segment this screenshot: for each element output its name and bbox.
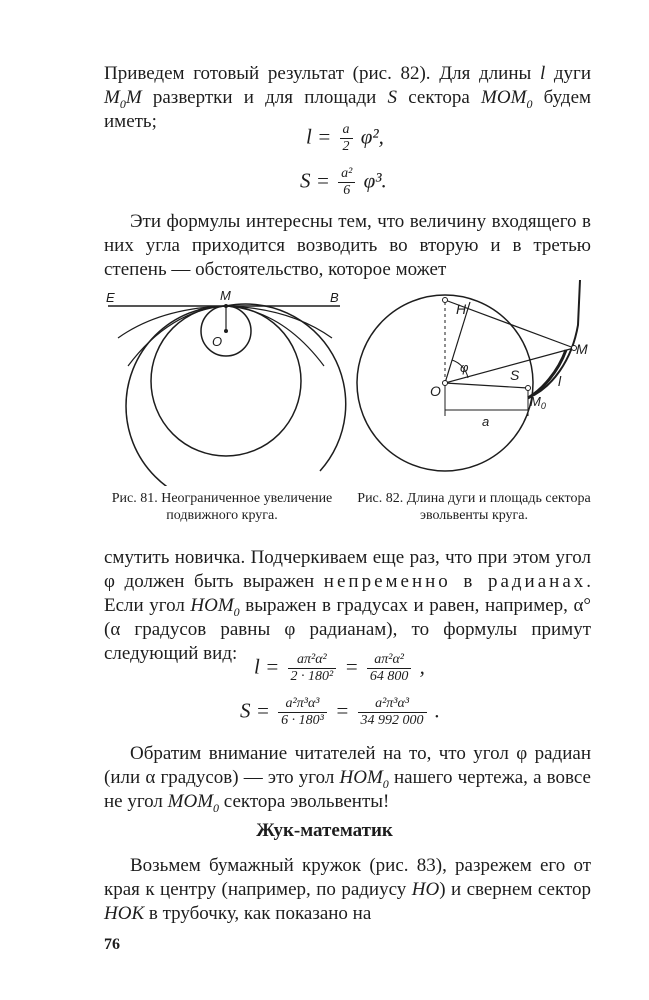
point-O [224, 329, 228, 333]
label-O: O [212, 334, 223, 349]
figure-82 [352, 280, 592, 480]
label-M: M [220, 288, 231, 303]
label-E: E [106, 290, 115, 305]
caption-fig82: Рис. 82. Длина дуги и площадь сектора эвольвенты круга. [357, 491, 591, 523]
label-a: a [482, 414, 490, 429]
formula-arc-length: l = $\frac{a}{2}$ φ², [306, 122, 384, 154]
large-arc-left [126, 306, 226, 486]
formula-arc-length-degrees: l = $\frac{\text{aπ²α²}}{\text{2 · 180²}}$ = $\frac{\text{aπ²α²}}{64 800}$ , [254, 652, 425, 684]
point-O [443, 381, 448, 386]
label-O: O [430, 383, 441, 399]
page-number: 76 [104, 936, 120, 953]
paragraph-formulas-interest: Эти формулы интересны тем, что величину входящего в них угла приходится возводить во вторую и в третью степень — обстоятельство, которое может [104, 211, 591, 280]
formula-sector-area-degrees: S = $\frac{\text{a²π³α³}}{\text{6 · 180³}}$ = $\frac{\text{a²π³α³}}{34 992 000}$ . [240, 696, 441, 728]
label-H: H [456, 301, 467, 317]
label-B: B [330, 290, 339, 305]
arc-right-2 [226, 306, 324, 366]
formula-sector-area: S = $\frac{\text{a²}}{6}$ φ³. [300, 166, 387, 198]
point-M0 [526, 386, 531, 391]
paragraph-angle-note: Обратим внимание читателей на то, что угол φ радиан (или α градусов) — это угол $HOM_0$ нашего чертежа, а вовсе не угол $MOM_0$ сектора эвольвенты! [104, 743, 591, 815]
section-heading: Жук-математик [256, 820, 393, 841]
paragraph-paper-circle: Возьмем бумажный кружок (рис. 83), разрежем его от края к центру (например, по радиусу HO) и свернем сектор HOK в трубочку, как показано на [104, 855, 592, 924]
figure-81 [100, 286, 350, 486]
large-arc-right [226, 304, 346, 471]
involute-curve [528, 280, 580, 398]
label-M: M [576, 341, 588, 357]
caption-fig81: Рис. 81. Неограниченное увеличение подвижного круга. [111, 491, 333, 523]
label-phi: φ [460, 360, 469, 375]
point-M [224, 304, 228, 308]
radius-OM0 [445, 383, 528, 388]
label-l: l [558, 373, 562, 389]
paragraph-intro: Приведем готовый результат (рис. 82). Для длины l дуги $M_0M$ развертки и для площади S сектора $MOM_0$ будем иметь; [104, 63, 592, 132]
point-top [443, 298, 448, 303]
label-M0: $M_0$ [530, 394, 546, 411]
label-S: S [510, 367, 520, 383]
paragraph-radians: смутить новичка. Подчеркиваем еще раз, что при этом угол φ должен быть выражен непременно в радианах. Если угол $HOM_0$ выражен в градусах и равен, например, α° (α градусов равны φ радианам), то формулы примут следующий вид: [104, 547, 592, 664]
